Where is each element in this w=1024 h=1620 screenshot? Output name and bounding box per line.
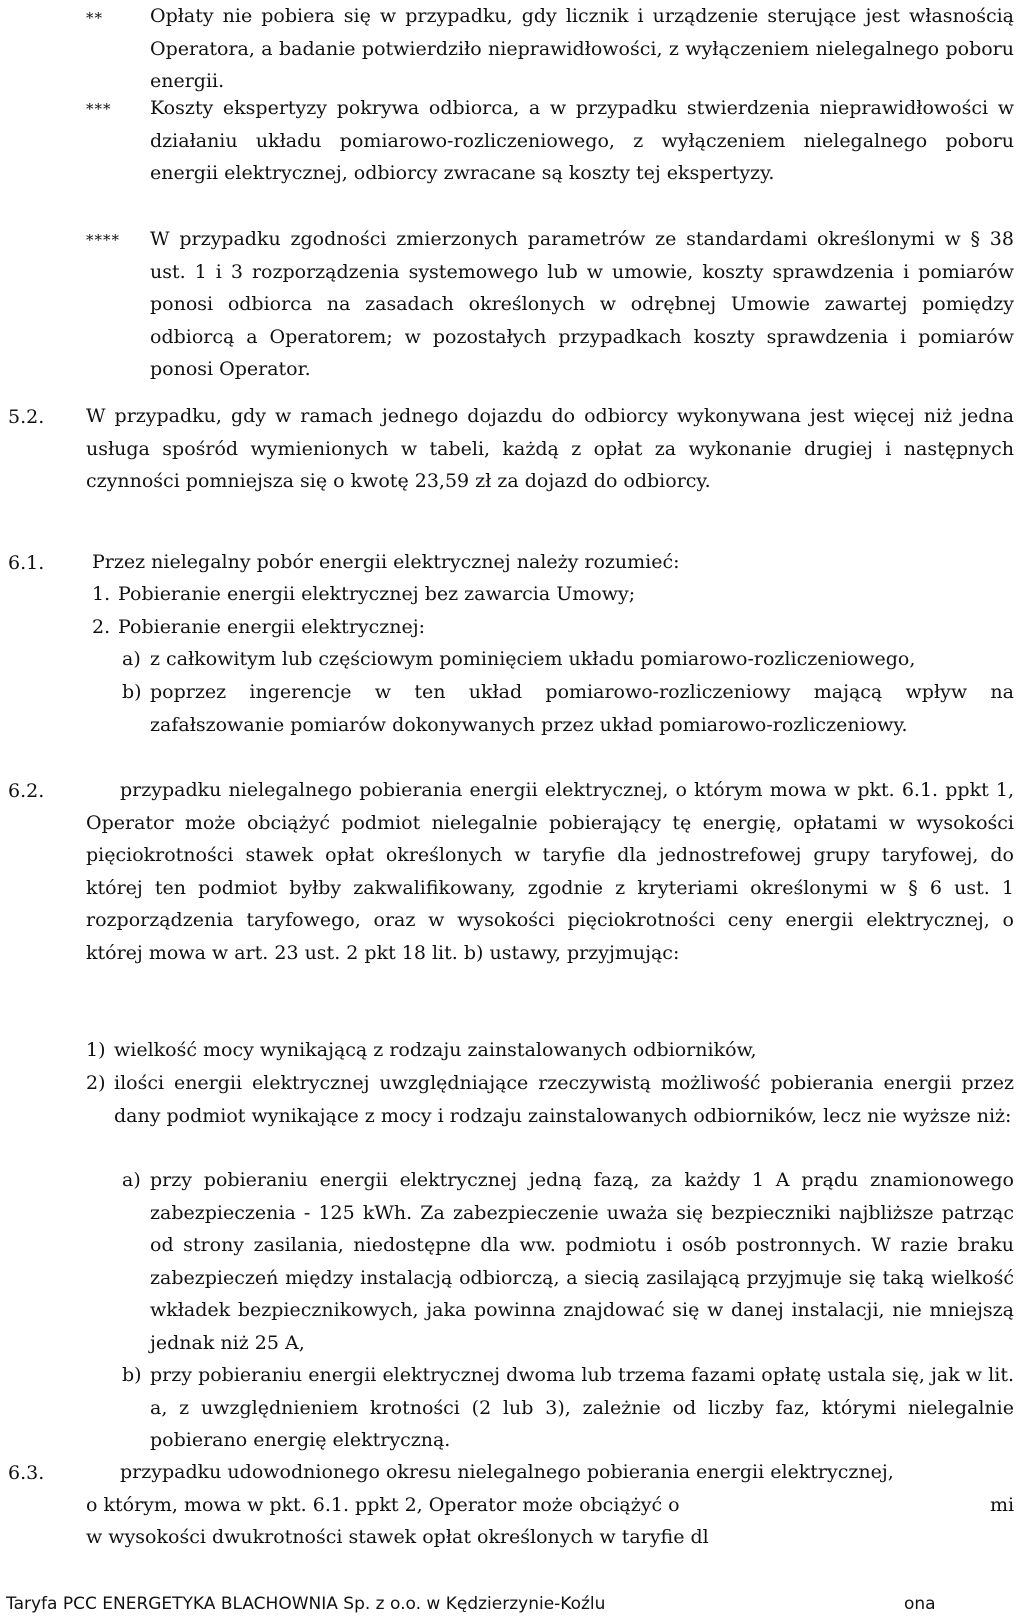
- list-marker: 1): [86, 1039, 106, 1061]
- list-item-text: przy pobieraniu energii elektrycznej jedną fazą, za każdy 1 A prądu znamionowego zabezpieczenia - 125 kWh. Za zabezpieczenie uważa się bezpieczniki najbliższe patrząc od strony zasilania, niedostępne dla ww. podmiotu i osób postronnych. W razie braku zabezpieczeń między instalacją odbiorczą, a siecią zasilającą przyjmuje się taką wielkość wkładek bezpiecznikowych, jaka powinna znajdować się w danej instalacji, nie mniejszą jednak niż 25 A,: [150, 1169, 1014, 1354]
- section-number: 6.3.: [8, 1462, 45, 1484]
- list-item-text: Pobieranie energii elektrycznej:: [118, 616, 426, 638]
- section-number: 6.1.: [8, 552, 45, 574]
- section-5-2-text: W przypadku, gdy w ramach jednego dojazdu do odbiorcy wykonywana jest więcej niż jedna usługa spośród wymienionych w tabeli, każdą z opłat za wykonanie drugiej i następnych czynności pomniejsza się o kwotę 23,59 zł za dojazd do odbiorcy.: [86, 405, 1014, 492]
- note-marker: ****: [86, 231, 120, 249]
- page-footer-fragment: ona: [904, 1594, 936, 1614]
- note-marker: ***: [86, 100, 112, 118]
- list-item: [122, 1359, 1014, 1457]
- section-6-3-line: mi: [990, 1494, 1015, 1516]
- list-item: [122, 1164, 1014, 1359]
- list-item: [92, 578, 1014, 611]
- list-item-text: z całkowitym lub częściowym pominięciem układu pomiarowo-rozliczeniowego,: [150, 648, 916, 670]
- note-marker: **: [86, 9, 103, 27]
- list-item: [86, 1067, 1014, 1132]
- section-6-3-line: w wysokości dwukrotności stawek opłat określonych w taryfie dl: [86, 1526, 709, 1548]
- section-number: 5.2.: [8, 406, 45, 428]
- section-6-3-line: przypadku udowodnionego okresu nielegalnego pobierania energii elektrycznej,: [120, 1461, 894, 1483]
- list-marker: a): [122, 1169, 141, 1191]
- page-footer: Taryfa PCC ENERGETYKA BLACHOWNIA Sp. z o.o. w Kędzierzynie-Koźlu: [6, 1594, 606, 1614]
- list-item-text: wielkość mocy wynikającą z rodzaju zainstalowanych odbiorników,: [114, 1039, 757, 1061]
- list-marker: 2.: [92, 616, 111, 638]
- list-marker: a): [122, 648, 141, 670]
- list-item-text: poprzez ingerencje w ten układ pomiarowo-rozliczeniowy mającą wpływ na zafałszowanie pomiarów dokonywanych przez układ pomiarowo-rozliczeniowy.: [150, 681, 1014, 736]
- list-item-text: Pobieranie energii elektrycznej bez zawarcia Umowy;: [118, 583, 636, 605]
- list-item: [92, 611, 1014, 644]
- list-item-text: ilości energii elektrycznej uwzględniające rzeczywistą możliwość pobierania energii przez dany podmiot wynikające z mocy i rodzaju zainstalowanych odbiorników, lecz nie wyższe niż:: [114, 1072, 1014, 1127]
- note-text: W przypadku zgodności zmierzonych parametrów ze standardami określonymi w § 38 ust. 1 i 3 rozporządzenia systemowego lub w umowie, koszty sprawdzenia i pomiarów ponosi odbiorca na zasadach określonych w odrębnej Umowie zawartej pomiędzy odbiorcą a Operatorem; w pozostałych przypadkach koszty sprawdzenia i pomiarów ponosi Operator.: [150, 228, 1014, 380]
- list-item: [86, 1034, 1014, 1067]
- list-marker: b): [122, 681, 142, 703]
- list-item-text: przy pobieraniu energii elektrycznej dwoma lub trzema fazami opłatę ustala się, jak w lit. a, z uwzględnieniem krotności (2 lub 3), zależnie od liczby faz, którymi nielegalnie pobierano energię elektryczną.: [150, 1364, 1014, 1451]
- list-item: [122, 676, 1014, 741]
- section-6-3-line: o którym, mowa w pkt. 6.1. ppkt 2, Operator może obciążyć o: [86, 1494, 680, 1516]
- note-text: Opłaty nie pobiera się w przypadku, gdy licznik i urządzenie sterujące jest własnością Operatora, a badanie potwierdziło nieprawidłowości, z wyłączeniem nielegalnego poboru energii.: [150, 5, 1014, 92]
- list-item: [122, 643, 1014, 676]
- list-marker: b): [122, 1364, 142, 1386]
- list-marker: 1.: [92, 583, 111, 605]
- list-marker: 2): [86, 1072, 106, 1094]
- section-number: 6.2.: [8, 780, 45, 802]
- note-text: Koszty ekspertyzy pokrywa odbiorca, a w przypadku stwierdzenia nieprawidłowości w działaniu układu pomiarowo-rozliczeniowego, z wyłączeniem nielegalnego poboru energii elektrycznej, odbiorcy zwracane są koszty tej ekspertyzy.: [150, 97, 1014, 184]
- section-6-2-text: przypadku nielegalnego pobierania energii elektrycznej, o którym mowa w pkt. 6.1. ppkt 1, Operator może obciążyć podmiot nielegalnie pobierający tę energię, opłatami w wysokości pięciokrotności stawek opłat określonych w taryfie dla jednostrefowej grupy taryfowej, do której ten podmiot byłby zakwalifikowany, zgodnie z kryteriami określonymi w § 6 ust. 1 rozporządzenia taryfowego, oraz w wysokości pięciokrotności ceny energii elektrycznej, o której mowa w art. 23 ust. 2 pkt 18 lit. b) ustawy, przyjmując:: [86, 779, 1014, 964]
- section-6-1-text: Przez nielegalny pobór energii elektrycznej należy rozumieć:: [92, 551, 680, 573]
